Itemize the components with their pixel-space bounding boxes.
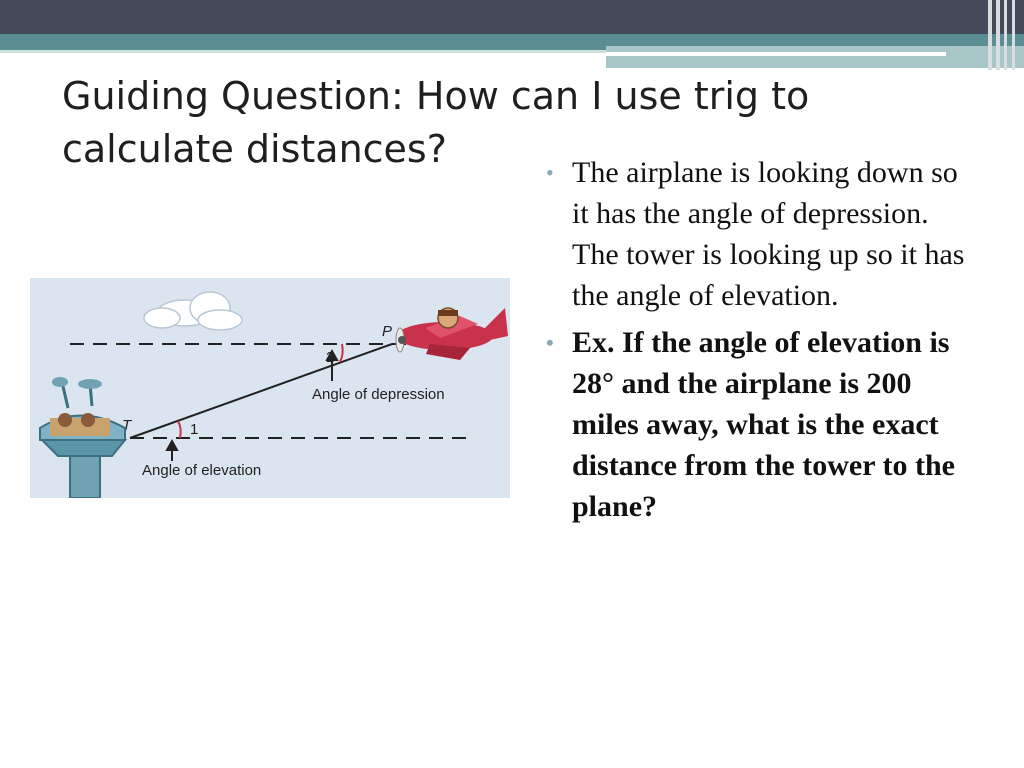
header-dark-bar	[0, 0, 1024, 34]
angle-1-arc	[178, 421, 181, 438]
control-tower-icon	[40, 377, 125, 498]
header-light-bar	[606, 46, 1024, 68]
slide-title: Guiding Question: How can I use trig to calculate distances?	[62, 74, 810, 171]
bullet-list	[540, 152, 980, 527]
airplane-icon	[396, 308, 508, 360]
label-angle-2: 2	[326, 349, 335, 366]
label-angle-1: 1	[190, 421, 199, 438]
bullet-item-example	[540, 322, 980, 527]
header-corner-stripes	[988, 0, 1024, 70]
header-white-line	[606, 52, 946, 56]
bullet-text: The airplane is looking down so it has the angle of depression. The tower is looking up so it has the angle of elevation.	[572, 156, 965, 312]
cloud-icon	[144, 292, 242, 330]
bullet-dot-icon: •	[546, 330, 554, 355]
label-angle-of-depression: Angle of depression	[312, 386, 445, 403]
header-underline	[0, 50, 606, 53]
elevation-arrow	[167, 441, 177, 461]
bullet-text: Ex. If the angle of elevation is 28° and the airplane is 200 miles away, what is the exact distance from the tower to the plane?	[572, 326, 955, 523]
label-p: P	[382, 323, 393, 340]
angle-2-arc	[340, 344, 343, 362]
angle-diagram	[30, 278, 510, 498]
bullet-dot-icon: •	[546, 160, 554, 185]
label-t: T	[122, 417, 132, 434]
bullet-item-airplane	[540, 152, 980, 316]
label-angle-of-elevation: Angle of elevation	[142, 462, 262, 479]
